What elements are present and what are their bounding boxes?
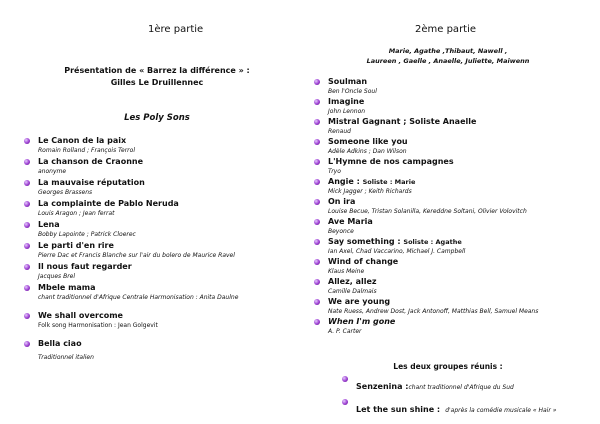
performers-list — [308, 46, 588, 66]
song-title-text: We are young — [328, 297, 391, 306]
song-credit: Ben l'Oncle Soul — [328, 88, 377, 95]
bullet-icon — [24, 285, 30, 291]
first-part-title: 1ère partie — [148, 24, 204, 35]
song-title: Le parti d'en rire — [38, 241, 114, 250]
bullet-icon — [314, 259, 320, 265]
song-credit: Folk song Harmonisation : Jean Golgevit — [38, 322, 158, 329]
song-item — [24, 311, 238, 330]
song-item — [24, 283, 238, 302]
song-item — [24, 339, 238, 362]
bullet-icon — [314, 219, 320, 225]
song-title-text: Ave Maria — [328, 217, 373, 226]
song-credit: Klaus Meine — [328, 268, 365, 275]
bullet-icon — [314, 119, 320, 125]
song-title — [328, 257, 538, 267]
song-item — [24, 178, 238, 197]
song-title: La complainte de Pablo Neruda — [38, 199, 179, 208]
song-title-text: When I'm gone — [328, 317, 396, 326]
song-item — [342, 397, 556, 416]
bullet-icon — [314, 279, 320, 285]
first-part-song-list — [24, 136, 238, 362]
song-title-text: Angie : — [328, 177, 360, 186]
bullet-icon — [24, 264, 30, 270]
intro-line: Présentation de « Barrez la différence » : — [64, 66, 250, 75]
song-item — [24, 262, 238, 281]
song-credit: Renaud — [328, 128, 351, 135]
bullet-icon — [314, 199, 320, 205]
bullet-icon — [24, 138, 30, 144]
soliste-label: Soliste : Agathe — [403, 238, 462, 246]
song-credit: Ian Axel, Chad Vaccarino, Michael J. Campbell — [328, 248, 466, 255]
second-part-title: 2ème partie — [415, 24, 477, 35]
intro-presenter: Gilles Le Druillennec — [110, 78, 204, 87]
song-credit: A. P. Carter — [328, 328, 362, 335]
song-title: Mbele mama — [38, 283, 96, 292]
song-item — [314, 297, 538, 316]
song-credit: anonyme — [38, 168, 67, 175]
bullet-icon — [24, 313, 30, 319]
song-title — [328, 97, 538, 107]
song-title-text: Mistral Gagnant ; — [328, 117, 407, 126]
song-credit: John Lennon — [328, 108, 366, 115]
song-title — [328, 157, 538, 167]
song-credit: Nate Ruess, Andrew Dost, Jack Antonoff, Matthias Bell, Samuel Means — [328, 308, 539, 315]
song-item — [314, 277, 538, 296]
bullet-icon — [314, 139, 320, 145]
song-item — [24, 241, 238, 260]
song-title: Il nous faut regarder — [38, 262, 132, 271]
song-title: We shall overcome — [38, 311, 123, 320]
song-item — [314, 317, 538, 336]
song-credit: Bobby Lapointe ; Patrick Cloerec — [38, 231, 136, 238]
song-item — [314, 157, 538, 176]
song-title: La mauvaise réputation — [38, 178, 145, 187]
song-title — [328, 177, 538, 187]
song-item — [24, 199, 238, 218]
song-title-text: Allez, allez — [328, 277, 377, 286]
song-item — [24, 220, 238, 239]
song-title — [328, 297, 538, 307]
song-title-text: Someone like you — [328, 137, 408, 146]
song-credit: Beyonce — [328, 228, 354, 235]
song-credit: Camille Dalmais — [328, 288, 377, 295]
performers-line: Laureen , Gaelle , Anaelle, Juliette, Maiwenn — [366, 57, 530, 65]
soliste-label: Soliste : Marie — [362, 178, 416, 186]
song-title — [328, 217, 538, 227]
song-item — [314, 257, 538, 276]
song-credit: Georges Brassens — [38, 189, 93, 196]
song-title-text: Imagine — [328, 97, 365, 106]
song-item — [314, 197, 538, 216]
bullet-icon — [342, 399, 348, 405]
song-title: La chanson de Craonne — [38, 157, 144, 166]
song-item — [314, 217, 538, 236]
song-title-text: On ira — [328, 197, 356, 206]
bullet-icon — [24, 341, 30, 347]
song-title: Let the sun shine : — [356, 405, 441, 414]
song-item — [314, 237, 538, 256]
bullet-icon — [24, 222, 30, 228]
song-credit: d'après la comédie musicale « Hair » — [445, 407, 557, 414]
bullet-icon — [24, 180, 30, 186]
song-credit: Louise Becue, Tristan Solanilla, Kereddne Soltani, Olivier Volovitch — [328, 208, 527, 215]
song-credit: chant traditionnel d'Afrique du Sud — [408, 384, 514, 391]
song-credit: Jacques Brel — [38, 273, 76, 280]
song-title-text: Say something : — [328, 237, 401, 246]
song-item — [342, 374, 556, 393]
bullet-icon — [314, 319, 320, 325]
bullet-icon — [24, 159, 30, 165]
song-item — [314, 77, 538, 96]
song-title — [328, 197, 538, 207]
song-title-text: Wind of change — [328, 257, 399, 266]
song-item — [314, 117, 538, 136]
song-credit: Romain Rolland ; François Terrol — [38, 147, 135, 154]
song-credit: Mick Jagger ; Keith Richards — [328, 188, 412, 195]
song-title — [328, 237, 538, 247]
bullet-icon — [24, 201, 30, 207]
bullet-icon — [314, 159, 320, 165]
song-title: Senzenina : — [356, 382, 409, 391]
song-credit: Pierre Dac et Francis Blanche sur l'air du bolero de Maurice Ravel — [38, 252, 235, 259]
bullet-icon — [314, 99, 320, 105]
song-item — [24, 136, 238, 155]
bullet-icon — [342, 376, 348, 382]
song-item — [314, 97, 538, 116]
soliste-label: Soliste Anaelle — [409, 117, 477, 126]
song-title: Lena — [38, 220, 60, 229]
introduction — [22, 65, 292, 89]
group-name: Les Poly Sons — [124, 113, 190, 123]
song-credit: chant traditionnel d'Afrique Centrale Harmonisation : Anita Daulne — [38, 294, 239, 301]
song-credit: Adèle Adkins ; Dan Wilson — [328, 148, 407, 155]
song-credit: Louis Aragon ; Jean ferrat — [38, 210, 115, 217]
song-title: Bella ciao — [38, 339, 82, 348]
song-item — [314, 177, 538, 196]
bullet-icon — [314, 79, 320, 85]
song-title: Le Canon de la paix — [38, 136, 127, 145]
bullet-icon — [314, 239, 320, 245]
song-item — [24, 157, 238, 176]
song-credit: Tryo — [328, 168, 341, 175]
song-title — [328, 317, 538, 327]
song-title-text: L'Hymne de nos campagnes — [328, 157, 454, 166]
song-item — [314, 137, 538, 156]
song-title — [328, 137, 538, 147]
bullet-icon — [24, 243, 30, 249]
bullet-icon — [314, 179, 320, 185]
combined-groups-heading: Les deux groupes réunis : — [393, 362, 503, 371]
song-title — [328, 117, 538, 127]
song-title — [328, 77, 538, 87]
second-part-song-list — [314, 77, 538, 336]
combined-groups-song-list — [342, 374, 556, 420]
performers-line: Marie, Agathe ,Thibaut, Nawell , — [388, 47, 508, 55]
song-title-text: Soulman — [328, 77, 368, 86]
bullet-icon — [314, 299, 320, 305]
song-title — [328, 277, 538, 287]
song-credit: Traditionnel italien — [38, 354, 94, 361]
